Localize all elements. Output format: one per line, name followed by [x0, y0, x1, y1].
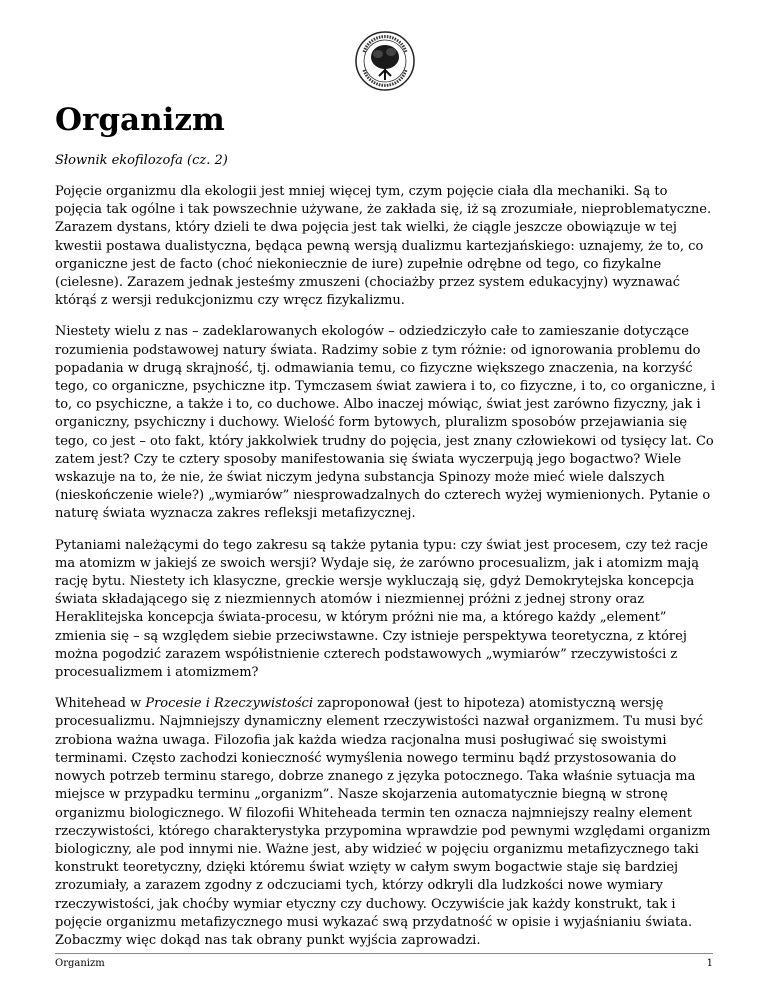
logo-seal	[354, 30, 416, 92]
paragraph-text: zaproponował (jest to hipoteza) atomistyczną wersję procesualizmu. Najmniejszy dynamiczny element rzeczywistości nazwał organizmem. Tu musi być zrobiona ważna uwaga. Filozofia jak każda wiedza racjonalna musi posługiwać się swoistymi terminami. Często zachodzi konieczność wymyślenia nowego terminu bądź przystosowania do nowych potrzeb terminu starego, dobrze znanego z języka potocznego. Taka właśnie sytuacja ma miejsce w przypadku terminu „organizm”. Nasze skojarzenia automatycznie biegną w stronę organizmu biologicznego. W filozofii Whiteheada termin ten oznacza najmniejszy realny element rzeczywistości, którego charakterystyka przypomina wprawdzie pod pewnymi względami organizm biologiczny, ale pod innymi nie. Ważne jest, aby widzieć w pojęciu organizmu metafizycznego taki konstrukt teoretyczny, dzięki któremu świat wzięty w całym swym bogactwie staje się bardziej zrozumiały, a zarazem zgodny z odczuciami tych, którzy odkryli dla ludzkości nowe wymiary rzeczywistości, jak choćby wymiar etyczny czy duchowy. Oczywiście jak każdy konstrukt, tak i pojęcie organizmu metafizycznego musi wykazać swą przydatność w opisie i wyjaśnianiu świata. Zobaczmy więc dokąd nas tak obrany punkt wyjścia zaprowadzi.	[55, 696, 711, 948]
paragraph: Pojęcie organizmu dla ekologii jest mniej więcej tym, czym pojęcie ciała dla mechaniki. Są to pojęcia tak ogólne i tak powszechnie używane, że zakłada się, iż są zrozumiałe, nieproblematyczne. Zarazem dystans, który dzieli te dwa pojęcia jest tak wielki, że ciągle jeszcze obowiązuje w tej kwestii postawa dualistyczna, będąca pewną wersją dualizmu kartezjańskiego: uznajemy, że to, co organiczne jest de facto (choć niekoniecznie de iure) zupełnie odrębne od tego, co fizykalne (cielesne). Zarazem jednak jesteśmy zmuszeni (chociażby przez system edukacyjny) wyznawać którąś z wersji redukcjonizmu czy wręcz fizykalizmu.	[55, 184, 712, 309]
page-number: 1	[706, 958, 713, 969]
page-title: Organizm	[55, 102, 225, 138]
footer-title: Organizm	[55, 958, 105, 969]
paragraph-text: Whitehead w	[55, 696, 146, 712]
footer-divider	[55, 953, 713, 954]
paragraph	[55, 695, 718, 950]
paragraph: Pytaniami należącymi do tego zakresu są także pytania typu: czy świat jest procesem, czy też racje ma atomizm w jakiejś ze swoich wersji? Wydaje się, że zarówno procesualizm, jak i atomizm mają rację bytu. Niestety ich klasyczne, greckie wersje wykluczają się, gdyż Demokrytejska koncepcja świata składającego się z niezmiennych atomów i niezmiennej próżni z jednej strony oraz Heraklitejska koncepcja świata-procesu, w którym próżni nie ma, a którego każdy „element” zmienia się – są względem siebie przeciwstawne. Czy istnieje perspektywa teoretyczna, z której można pogodzić zarazem współistnienie czterech podstawowych „wymiarów” rzeczywistości z procesualizmem i atomizmem?	[55, 537, 708, 681]
subtitle: Słownik ekofilozofa (cz. 2)	[55, 153, 228, 168]
paragraph: Niestety wielu z nas – zadeklarowanych ekologów – odziedziczyło całe to zamieszanie dotyczące rozumienia podstawowej natury świata. Radzimy sobie z tym różnie: od ignorowania problemu do popadania w drugą skrajność, tj. odmawiania temu, co fizyczne większego znaczenia, na korzyść tego, co organiczne, psychiczne itp. Tymczasem świat zawiera i to, co fizyczne, i to, co organiczne, i to, co psychiczne, a także i to, co duchowe. Albo inaczej mówiąc, świat jest zarówno fizyczny, jak i organiczny, psychiczny i duchowy. Wielość form bytowych, pluralizm sposobów przejawiania się tego, co jest – oto fakt, który jakkolwiek trudny do pojęcia, jest znany człowiekowi od tysięcy lat. Co zatem jest? Czy te cztery sposoby manifestowania się świata wyczerpują jego bogactwo? Wiele wskazuje na to, że nie, że świat niczym jedyna substancja Spinozy może mieć wiele dalszych (nieskończenie wiele?) „wymiarów” niesprowadzalnych do czterech wyżej wymienionych. Pytanie o naturę świata wyznacza zakres refleksji metafizycznej.	[55, 324, 716, 522]
article-body	[55, 183, 718, 963]
book-title-italic: Procesie i Rzeczywistości	[145, 696, 313, 712]
